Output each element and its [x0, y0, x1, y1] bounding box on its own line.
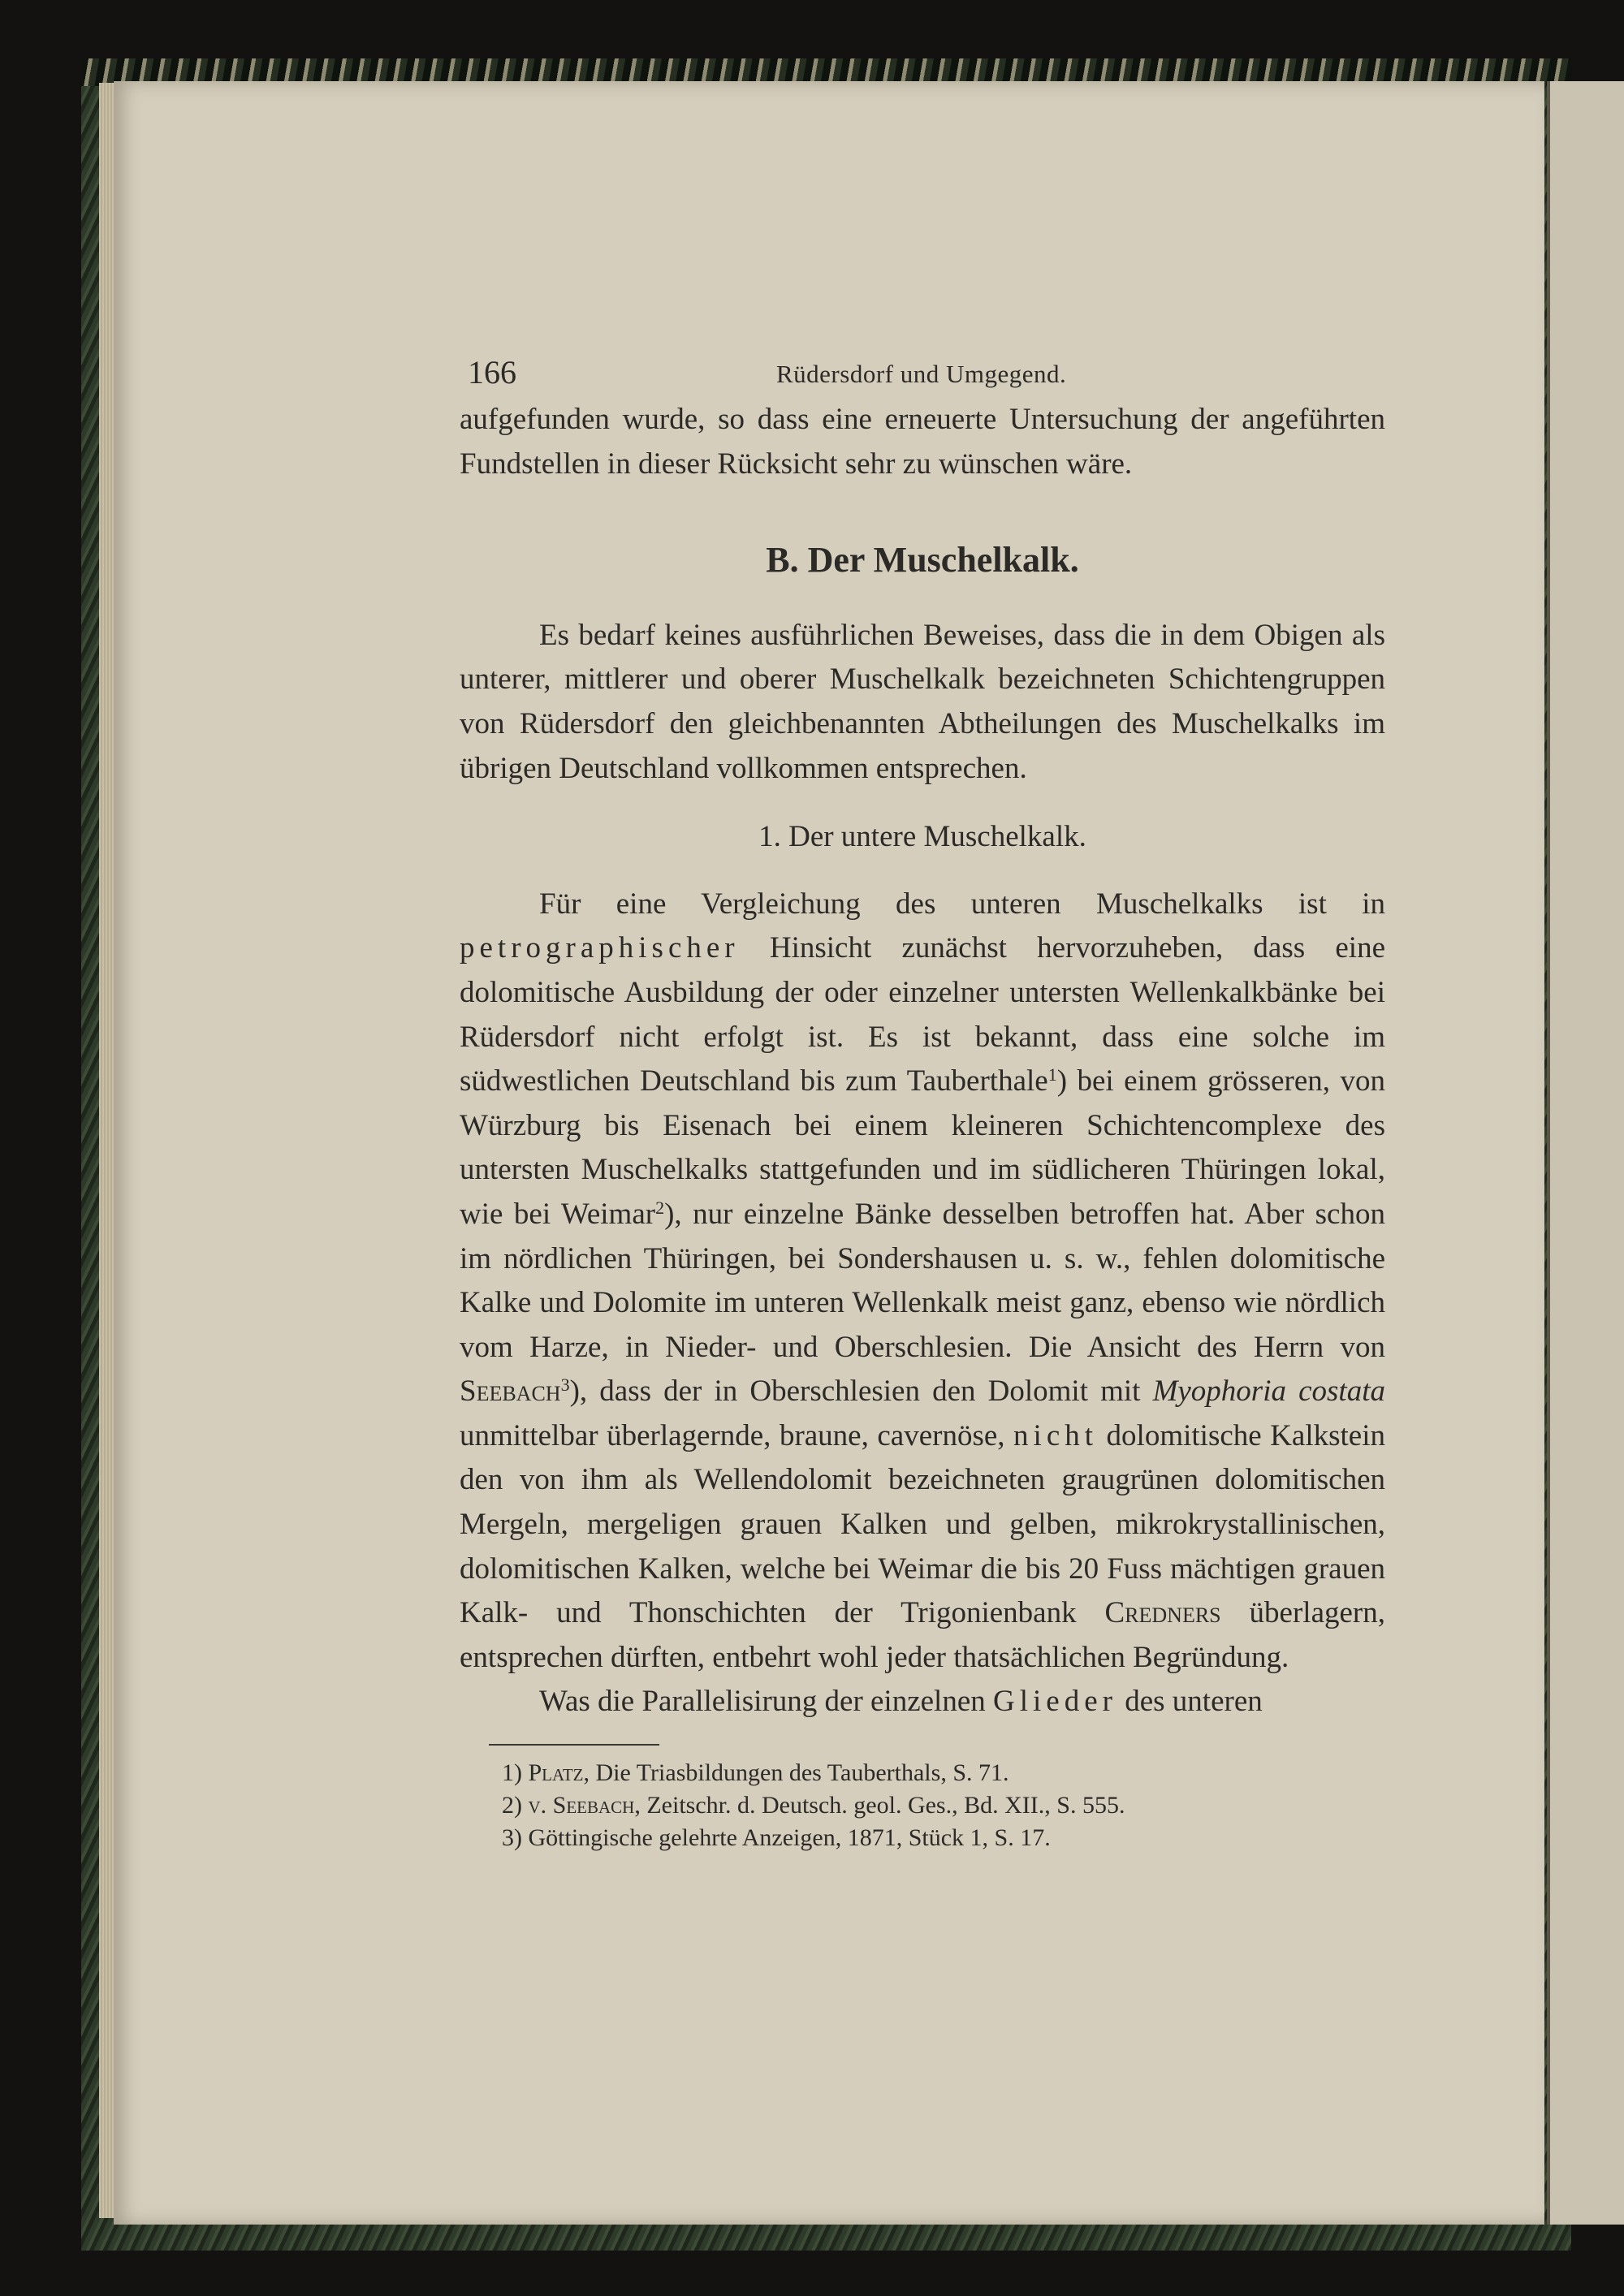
text-run: Was die Parallelisirung der einzelnen — [539, 1685, 994, 1719]
emphasis-text: nicht — [1013, 1418, 1099, 1452]
emphasis-text: Glieder — [993, 1685, 1117, 1719]
page-number: 166 — [468, 354, 516, 391]
adjacent-page — [1547, 81, 1624, 2225]
footnote — [460, 1757, 1385, 1789]
footnote-text: , Die Triasbildungen des Tauberthals, S. 71. — [583, 1759, 1009, 1787]
subsection-heading-1: 1. Der untere Muschelkalk. — [758, 820, 1086, 854]
text-run: überlagern, entsprechen dürften, entbehrt wohl jeder thatsächlichen Begründung. — [460, 1596, 1385, 1674]
footnote — [460, 1789, 1385, 1822]
footnote-ref: 3 — [560, 1375, 570, 1396]
text-run: unmittelbar überlagernde, braune, cavernöse, — [460, 1418, 1014, 1452]
footnote-ref: 2 — [655, 1197, 665, 1218]
section-heading-b: B. Der Muschelkalk. — [766, 540, 1079, 580]
page-header — [460, 341, 1385, 398]
paragraph-muschelkalk-intro: Es bedarf keines ausführlichen Beweises, dass die in dem Obigen als unterer, mittlerer und oberer Muschelkalk bezeichneten Schichtengruppen von Rüdersdorf den gleichbenannten Abtheilungen des Muschelkalks im übrigen Deutschland vollkommen entsprechen. — [460, 618, 1385, 785]
footnote-mark: 2) — [502, 1792, 522, 1819]
paragraph-unterer-muschelkalk — [460, 883, 1385, 1681]
footnote — [460, 1822, 1385, 1854]
text-run: dolomitische Kalkstein den von ihm als Wellendolomit bezeichneten graugrünen dolomitischen Mergeln, mergeligen grauen Kalken und gelben, mikrokrystallinischen, dolomitischen Kalken, welche bei Weimar die bis 20 Fuss mächtigen grauen Kalk- und Thonschichten der Trigonienbank — [460, 1418, 1385, 1630]
author-name: Credners — [1104, 1596, 1221, 1630]
footnote-author: v. Seebach — [528, 1792, 635, 1819]
text-run: ) bei einem grösseren, von Würzburg bis Eisenach bei einem kleineren Schichtencomplexe des untersten Muschelkalks stattgefunden und im südlicheren Thüringen lokal, wie bei Weimar — [460, 1064, 1385, 1231]
emphasis-text: petrographischer — [460, 931, 740, 965]
footnote-mark: 1) — [502, 1759, 522, 1787]
text-run: ), dass der in Oberschlesien den Dolomit mit — [569, 1375, 1153, 1409]
footnote-ref: 1 — [1047, 1064, 1057, 1085]
author-name: Seebach — [460, 1375, 561, 1409]
footnote-mark: 3) — [502, 1824, 522, 1852]
footnote-text: , Zeitschr. d. Deutsch. geol. Ges., Bd. XII., S. 555. — [634, 1792, 1125, 1819]
text-run: des unteren — [1116, 1685, 1263, 1719]
text-run: Hinsicht zunächst hervorzuheben, dass eine dolomitische Ausbildung der oder einzelner untersten Wellenkalkbänke bei Rüdersdorf nicht erfolgt ist. Es ist bekannt, dass eine solche im südwestlichen Deutschland bis zum Tauberthale — [460, 931, 1385, 1098]
running-head: Rüdersdorf und Umgegend. — [776, 360, 1067, 388]
page-content — [460, 341, 1385, 1854]
footnote-text: Göttingische gelehrte Anzeigen, 1871, Stück 1, S. 17. — [528, 1824, 1051, 1852]
continued-paragraph: aufgefunden wurde, so dass eine erneuerte Untersuchung der angeführten Fundstellen in dieser Rücksicht sehr zu wünschen wäre. — [460, 403, 1385, 481]
text-run: Für eine Vergleichung des unteren Muschelkalks ist in — [539, 887, 1385, 921]
footnote-author: Platz — [528, 1759, 584, 1787]
paragraph-parallelisirung — [460, 1680, 1385, 1724]
species-name: Myophoria costata — [1152, 1375, 1385, 1409]
text-run: ), nur einzelne Bänke desselben betroffen hat. Aber schon im nördlichen Thüringen, bei Sondershausen u. s. w., fehlen dolomitische Kalke und Dolomite im unteren Wellenkalk meist ganz, ebenso wie nördlich vom Harze, in Nieder- und Oberschlesien. Die Ansicht des Herrn von — [460, 1197, 1385, 1364]
footnote-divider — [489, 1744, 659, 1746]
